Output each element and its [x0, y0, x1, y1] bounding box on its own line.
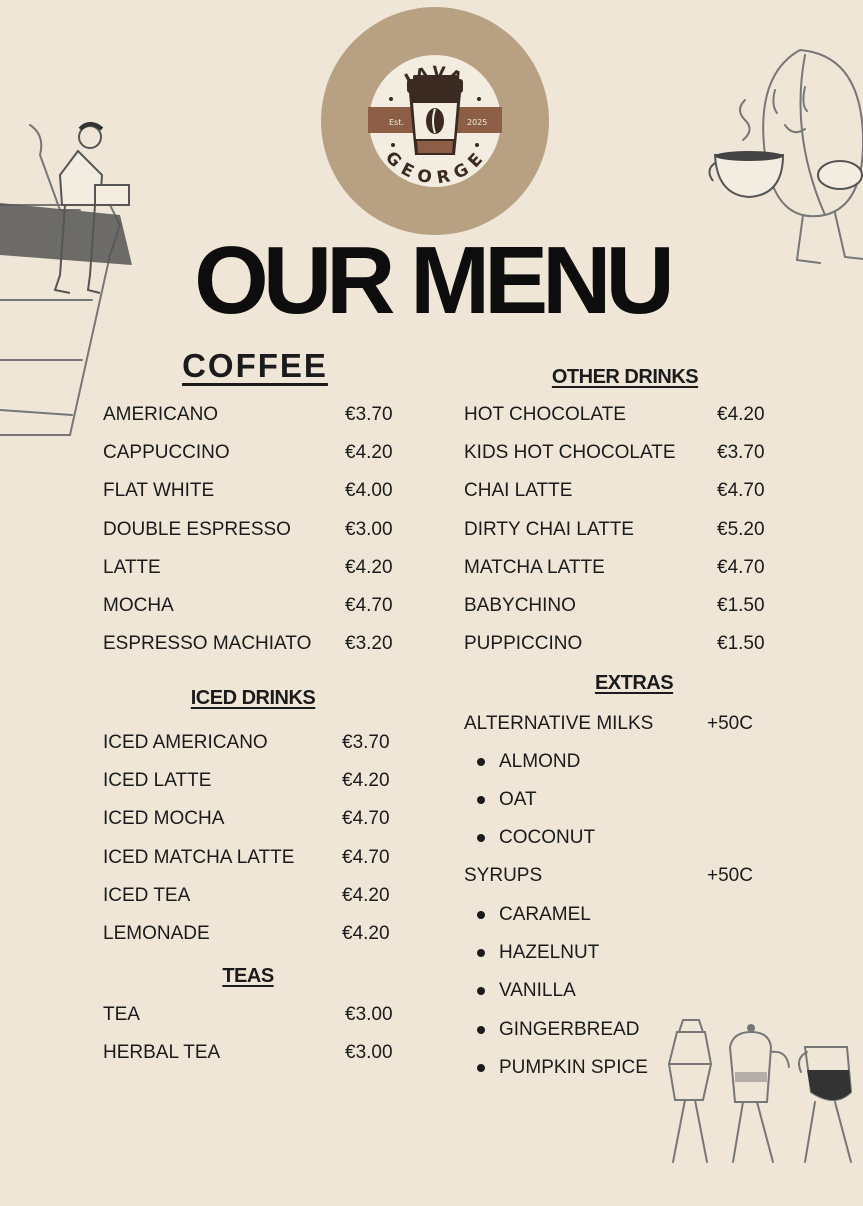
brand-name-top: JAVA	[401, 62, 468, 91]
menu-item-price: €1.50	[717, 633, 765, 655]
menu-item-name: AMERICANO	[103, 404, 219, 425]
menu-item-price: €4.70	[342, 808, 390, 830]
menu-item-name: ICED MOCHA	[103, 808, 225, 830]
menu-item-name: ICED TEA	[103, 884, 191, 906]
menu-item-price: €3.70	[342, 732, 390, 753]
menu-item-name: FLAT WHITE	[103, 480, 215, 502]
menu-item-price: €3.00	[345, 1042, 393, 1063]
bullet-icon	[477, 911, 485, 919]
menu-item-price: +50C	[707, 865, 753, 886]
person-on-cup-illustration	[0, 115, 140, 440]
menu-item-price: €4.20	[345, 442, 393, 464]
est-year: 2025	[467, 118, 488, 127]
logo	[321, 7, 549, 235]
menu-item-price: €4.20	[342, 770, 390, 792]
coffee-bean-character-illustration	[705, 45, 863, 270]
iced-drinks-heading: ICED DRINKS	[190, 687, 316, 709]
menu-item-name: LEMONADE	[103, 923, 210, 944]
menu-item-price: €4.70	[345, 595, 393, 616]
extra-option-name: OAT	[499, 789, 537, 811]
bullet-icon	[477, 758, 485, 766]
extra-option-name: GINGERBREAD	[499, 1018, 640, 1040]
menu-item-name: TEA	[103, 1004, 140, 1025]
page-title: OUR MENU	[194, 227, 669, 334]
menu-item-name: PUPPICCINO	[464, 633, 583, 655]
menu-item-name: ESPRESSO MACHIATO	[103, 633, 312, 655]
extra-option-name: COCONUT	[499, 827, 596, 849]
menu-item-price: €4.70	[342, 846, 390, 868]
menu-item-name: BABYCHINO	[464, 595, 576, 616]
menu-item-name: KIDS HOT CHOCOLATE	[464, 442, 676, 464]
java-george-logo	[321, 7, 549, 235]
menu-item-price: €1.50	[717, 595, 765, 616]
extra-option-name: HAZELNUT	[499, 942, 600, 964]
menu-item-name: ICED MATCHA LATTE	[103, 846, 295, 868]
bullet-icon	[477, 1026, 485, 1034]
menu-item-price: €4.00	[345, 480, 393, 502]
menu-item-name: CAPPUCCINO	[103, 442, 230, 464]
menu-item-price: €3.70	[717, 442, 765, 464]
menu-item-price: €4.20	[345, 556, 393, 578]
menu-item-name: MATCHA LATTE	[464, 556, 605, 578]
menu-item-price: +50C	[707, 713, 753, 734]
extras-heading: EXTRAS	[594, 672, 674, 694]
bullet-icon	[477, 987, 485, 995]
extra-option-name: CARAMEL	[499, 904, 591, 925]
menu-item-price: €5.20	[717, 518, 765, 540]
menu-item-price: €4.70	[717, 480, 765, 502]
other-drinks-heading: OTHER DRINKS	[551, 366, 699, 388]
est-label: Est.	[389, 118, 404, 127]
menu-item-name: HOT CHOCOLATE	[464, 404, 626, 425]
menu-item-name: DIRTY CHAI LATTE	[464, 518, 634, 540]
menu-item-name: LATTE	[103, 556, 161, 578]
coffee-pots-illustration	[655, 1012, 863, 1167]
menu-item-price: €4.20	[342, 923, 390, 944]
bullet-icon	[477, 949, 485, 957]
menu-item-name: ALTERNATIVE MILKS	[464, 713, 654, 734]
menu-item-price: €3.00	[345, 1004, 393, 1025]
menu-item-price: €3.20	[345, 633, 393, 655]
menu-item-name: DOUBLE ESPRESSO	[103, 518, 291, 540]
bullet-icon	[477, 1064, 485, 1072]
bullet-icon	[477, 796, 485, 804]
extra-option-name: VANILLA	[499, 980, 576, 1002]
menu-item-price: €3.00	[345, 518, 393, 540]
bullet-icon	[477, 834, 485, 842]
menu-item-price: €3.70	[345, 404, 393, 425]
menu-item-price: €4.20	[717, 404, 765, 425]
coffee-heading: COFFEE	[182, 347, 328, 384]
extra-option-name: PUMPKIN SPICE	[499, 1056, 648, 1078]
menu-item-name: CHAI LATTE	[464, 480, 573, 502]
menu-item-name: MOCHA	[103, 595, 174, 616]
brand-name-bottom: GEORGE	[381, 147, 490, 189]
menu-item-name: ICED AMERICANO	[103, 732, 268, 753]
menu-item-name: ICED LATTE	[103, 770, 212, 792]
menu-item-price: €4.70	[717, 556, 765, 578]
extra-option-name: ALMOND	[499, 751, 581, 772]
menu-item-price: €4.20	[342, 884, 390, 906]
teas-heading: TEAS	[222, 965, 274, 987]
menu-item-name: HERBAL TEA	[103, 1042, 221, 1063]
menu-item-name: SYRUPS	[464, 865, 543, 886]
